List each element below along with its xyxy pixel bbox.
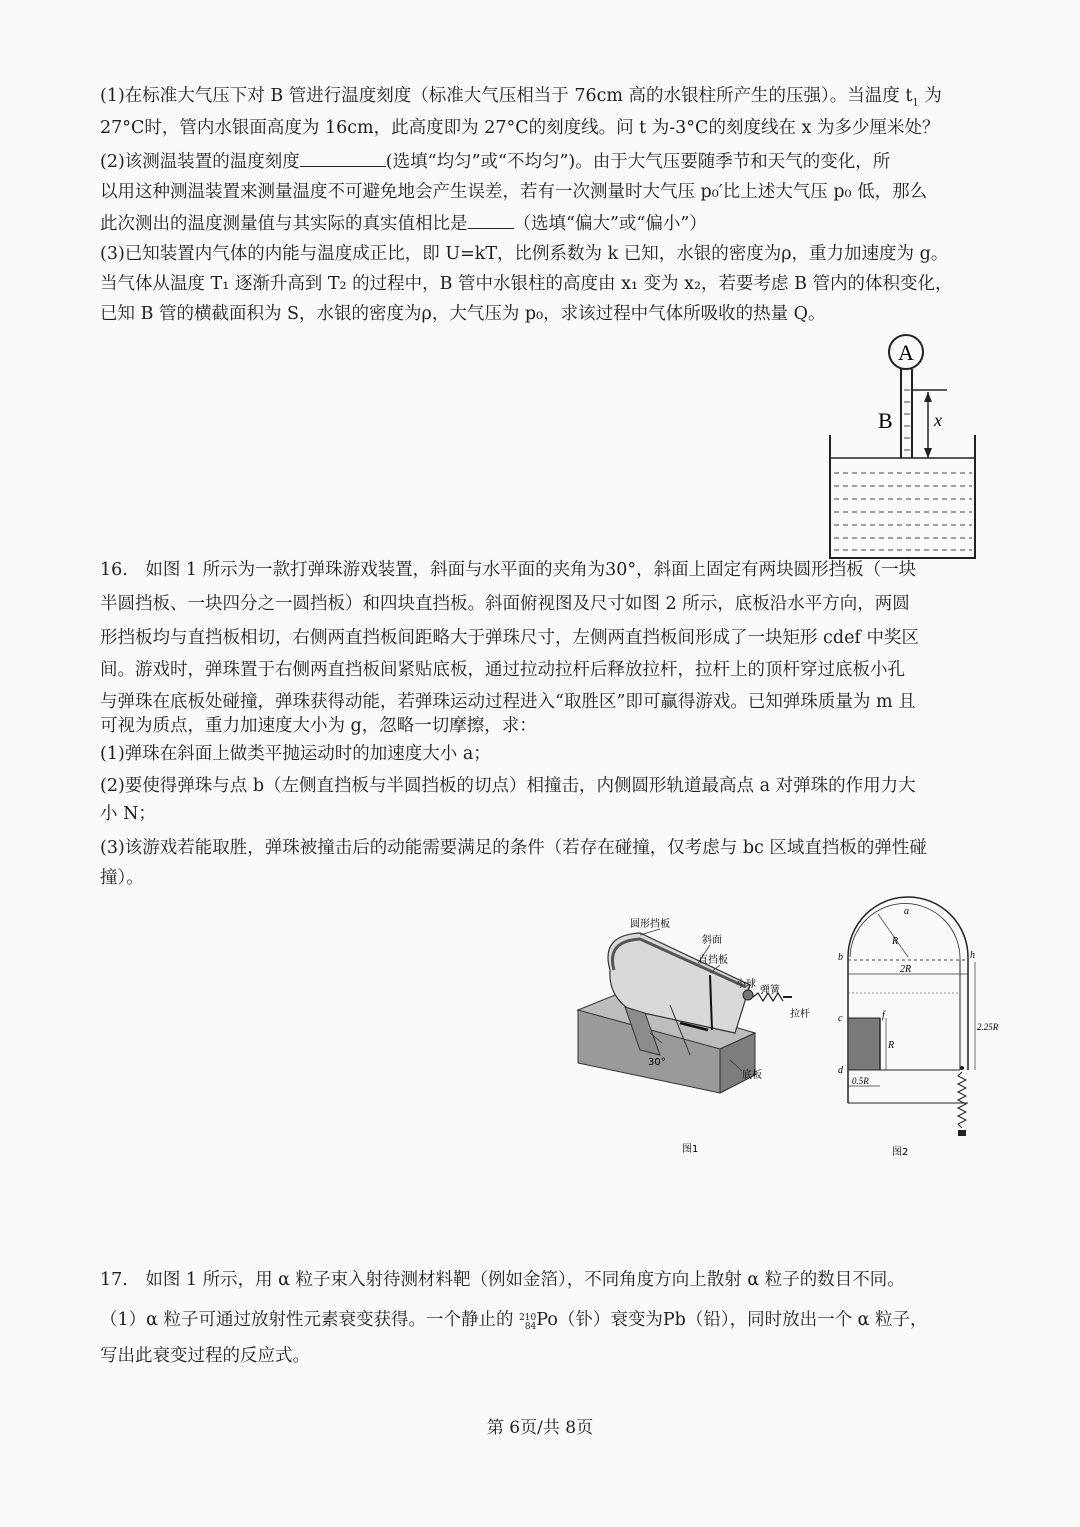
figure1-caption: 图1 <box>682 1144 699 1155</box>
q16-line7: (1)弹珠在斜面上做类平抛运动时的加速度大小 a； <box>100 744 491 764</box>
point-a-label: a <box>904 906 909 917</box>
q16-line2: 半圆挡板、一块四分之一圆挡板）和四块直挡板。斜面俯视图及尺寸如图 2 所示，底板沿水平方向，两圆 <box>100 594 910 614</box>
pinball-device-figure <box>570 915 820 1160</box>
width-2R-label: 2R <box>900 964 912 975</box>
label-round-board: 圆形挡板 <box>630 919 670 930</box>
q16-line4: 间。游戏时，弹珠置于右侧两直挡板间紧贴底板，通过拉动拉杆后释放拉杆，拉杆上的顶杆穿过底板小孔 <box>100 660 905 680</box>
q16-line5: 与弹珠在底板处碰撞，弹珠获得动能，若弹珠运动过程进入“取胜区”即可赢得游戏。已知弹珠质量为 m 且 <box>100 692 916 712</box>
page-footer: 第 6页/共 8页 <box>486 1418 594 1438</box>
figure2-caption: 图2 <box>892 1147 909 1158</box>
label-ball: 小球 <box>736 979 756 990</box>
label-slope: 斜面 <box>702 935 722 946</box>
q17-line2: （1）α 粒子可通过放射性元素衰变获得。一个静止的 210 84Po（钋）衰变为Pb（铅），同时放出一个 α 粒子， <box>100 1310 928 1332</box>
q15-part3-line3: 已知 B 管的横截面积为 S，水银的密度为ρ，大气压为 p₀，求该过程中气体所吸收的热量 Q。 <box>100 304 826 324</box>
q16-line3: 形挡板均与直挡板相切，右侧两直挡板间距略大于弹珠尺寸，左侧两直挡板间形成了一块矩形 cdef 中奖区 <box>100 628 919 648</box>
answer-blank <box>468 214 514 229</box>
label-straight-board: 直挡板 <box>698 955 728 966</box>
q17-line3: 写出此衰变过程的反应式。 <box>100 1346 310 1366</box>
top-view-figure <box>830 900 999 1165</box>
q15-part2-line2: 以用这种测温装置来测量温度不可避免地会产生误差，若有一次测量时大气压 p₀′比上述大气压 p₀ 低，那么 <box>100 182 928 202</box>
label-base: 底板 <box>742 1070 762 1081</box>
atomic-number: 84 <box>524 1322 537 1332</box>
point-d-label: d <box>838 1065 843 1076</box>
q15-part1-line1: (1)在标准大气压下对 B 管进行温度刻度（标准大气压相当于 76cm 高的水银柱所产生的压强）。当温度 $t_1$ 为 <box>100 86 942 109</box>
bulb-label: A <box>898 340 914 365</box>
q16-line6: 可视为质点，重力加速度大小为 g，忽略一切摩擦，求： <box>100 716 537 736</box>
mass-number: 210 <box>519 1313 537 1323</box>
x-label: x <box>934 410 942 430</box>
point-c-label: c <box>838 1013 843 1024</box>
q15-part2-line3: 此次测出的温度测量值与其实际的真实值相比是 （选填“偏大”或“偏小”） <box>100 214 707 234</box>
q16-line1: 16. 如图 1 所示为一款打弹珠游戏装置，斜面与水平面的夹角为30°，斜面上固定有两块圆形挡板（一块 <box>100 560 917 580</box>
width-05R-label: 0.5R <box>852 1076 869 1086</box>
radius-label: R <box>892 936 899 947</box>
height-R-label: R <box>888 1040 895 1051</box>
q16-line11: 撞）。 <box>100 868 144 888</box>
answer-blank <box>300 152 386 167</box>
q16-line10: (3)该游戏若能取胜，弹珠被撞击后的动能需要满足的条件（若存在碰撞，仅考虑与 bc 区域直挡板的弹性碰 <box>100 838 927 858</box>
q15-part3-line1: (3)已知装置内气体的内能与温度成正比，即 U=kT，比例系数为 k 已知，水银的密度为ρ，重力加速度为 g。 <box>100 244 949 264</box>
point-b-label: b <box>838 952 843 963</box>
label-spring: 弹簧 <box>760 985 780 996</box>
q15-part2-line1: (2)该测温装置的温度刻度 (选填“均匀”或“不均匀”)。由于大气压要随季节和天气的变化，所 <box>100 152 891 172</box>
point-f-label: f <box>882 1010 885 1021</box>
q15-part1-line2: 27°C时，管内水银面高度为 16cm，此高度即为 27°C的刻度线。问 t 为-3°C的刻度线在 x 为多少厘米处？ <box>100 118 940 138</box>
height-225R-label: 2.25R <box>977 1022 999 1032</box>
q16-line9: 小 N； <box>100 804 156 824</box>
point-h-label: h <box>970 950 975 961</box>
label-rod: 拉杆 <box>790 1009 810 1020</box>
q17-line1: 17. 如图 1 所示，用 α 粒子束入射待测材料靶（例如金箔），不同角度方向上散射 α 粒子的数目不同。 <box>100 1270 905 1290</box>
thermometer-figure <box>820 330 990 565</box>
q15-part3-line2: 当气体从温度 T₁ 逐渐升高到 T₂ 的过程中，B 管中水银柱的高度由 x₁ 变为 x₂，若要考虑 B 管内的体积变化， <box>100 274 953 294</box>
tube-label: B <box>878 408 893 433</box>
q16-line8: (2)要使得弹珠与点 b（左侧直挡板与半圆挡板的切点）相撞击，内侧圆形轨道最高点 a 对弹珠的作用力大 <box>100 776 916 796</box>
label-angle: 30° <box>648 1057 666 1068</box>
